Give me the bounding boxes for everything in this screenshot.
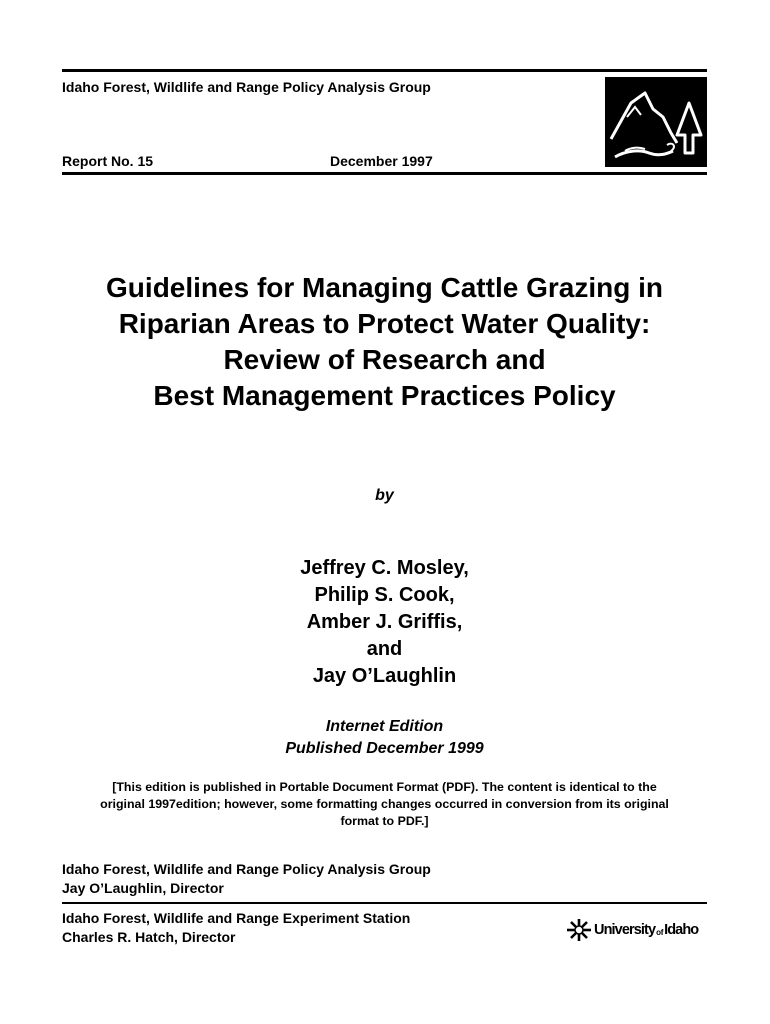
title-line: Review of Research and	[223, 344, 546, 375]
university-logo-word: Idaho	[664, 922, 699, 938]
report-date: December 1997	[330, 153, 433, 169]
policy-group-name: Idaho Forest, Wildlife and Range Policy Analysis Group	[62, 861, 431, 877]
author-name: Jay O’Laughlin	[312, 665, 457, 687]
title-line: Best Management Practices Policy	[153, 380, 616, 411]
pdf-edition-note	[62, 779, 707, 830]
note-line: original 1997edition; however, some formatting changes occurred in conversion from its original	[100, 797, 669, 811]
header-top-rule	[62, 69, 707, 72]
author-conjunction: and	[366, 638, 403, 660]
header-bottom-rule	[62, 172, 707, 175]
report-number: Report No. 15	[62, 153, 154, 169]
university-logo-of: of	[656, 927, 664, 937]
policy-group-block	[62, 860, 431, 898]
edition-info	[62, 716, 707, 760]
experiment-station-name: Idaho Forest, Wildlife and Range Experiment Station	[62, 910, 411, 926]
footer-rule	[62, 902, 707, 904]
note-line: [This edition is published in Portable Document Format (PDF). The content is identical to the	[112, 780, 657, 794]
author-list	[62, 555, 707, 690]
mountain-tree-stream-logo-icon	[605, 77, 707, 167]
university-of-idaho-sun-icon	[566, 918, 592, 942]
experiment-station-block	[62, 909, 410, 947]
title-line: Guidelines for Managing Cattle Grazing in	[106, 272, 663, 303]
author-name: Philip S. Cook,	[314, 584, 455, 606]
university-logo-word: University	[594, 922, 656, 938]
title-line: Riparian Areas to Protect Water Quality:	[118, 308, 651, 339]
author-name: Amber J. Griffis,	[306, 611, 463, 633]
edition-label: Internet Edition	[325, 718, 444, 735]
document-title	[62, 270, 707, 414]
author-name: Jeffrey C. Mosley,	[300, 557, 469, 579]
university-of-idaho-logo	[566, 917, 711, 943]
policy-group-director: Jay O’Laughlin, Director	[62, 880, 224, 896]
experiment-station-director: Charles R. Hatch, Director	[62, 929, 236, 945]
note-line: format to PDF.]	[340, 814, 429, 828]
publication-date: Published December 1999	[285, 740, 484, 757]
header-organization: Idaho Forest, Wildlife and Range Policy Analysis Group	[62, 79, 431, 95]
byline: by	[375, 487, 394, 504]
